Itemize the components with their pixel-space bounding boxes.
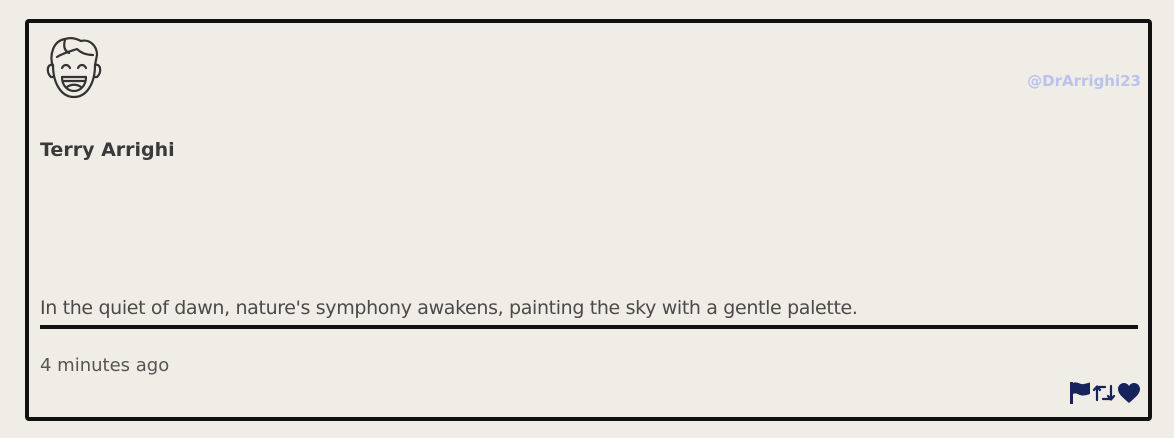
author-name: Terry Arrighi <box>40 139 175 161</box>
like-button[interactable] <box>1117 382 1141 404</box>
author-handle-link[interactable]: @DrArrighi23 <box>1027 72 1141 90</box>
flag-button[interactable] <box>1069 381 1091 405</box>
post-timestamp: 4 minutes ago <box>40 355 170 376</box>
retweet-icon <box>1092 383 1116 403</box>
avatar[interactable] <box>43 35 105 101</box>
post-actions <box>1069 380 1141 406</box>
heart-icon <box>1117 382 1141 404</box>
flag-icon <box>1069 381 1091 405</box>
post-text: In the quiet of dawn, nature's symphony awakens, painting the sky with a gentle palette. <box>40 297 858 319</box>
laughing-face-icon <box>43 35 105 101</box>
divider <box>40 325 1138 329</box>
retweet-button[interactable] <box>1092 383 1116 403</box>
post-card <box>25 19 1152 421</box>
